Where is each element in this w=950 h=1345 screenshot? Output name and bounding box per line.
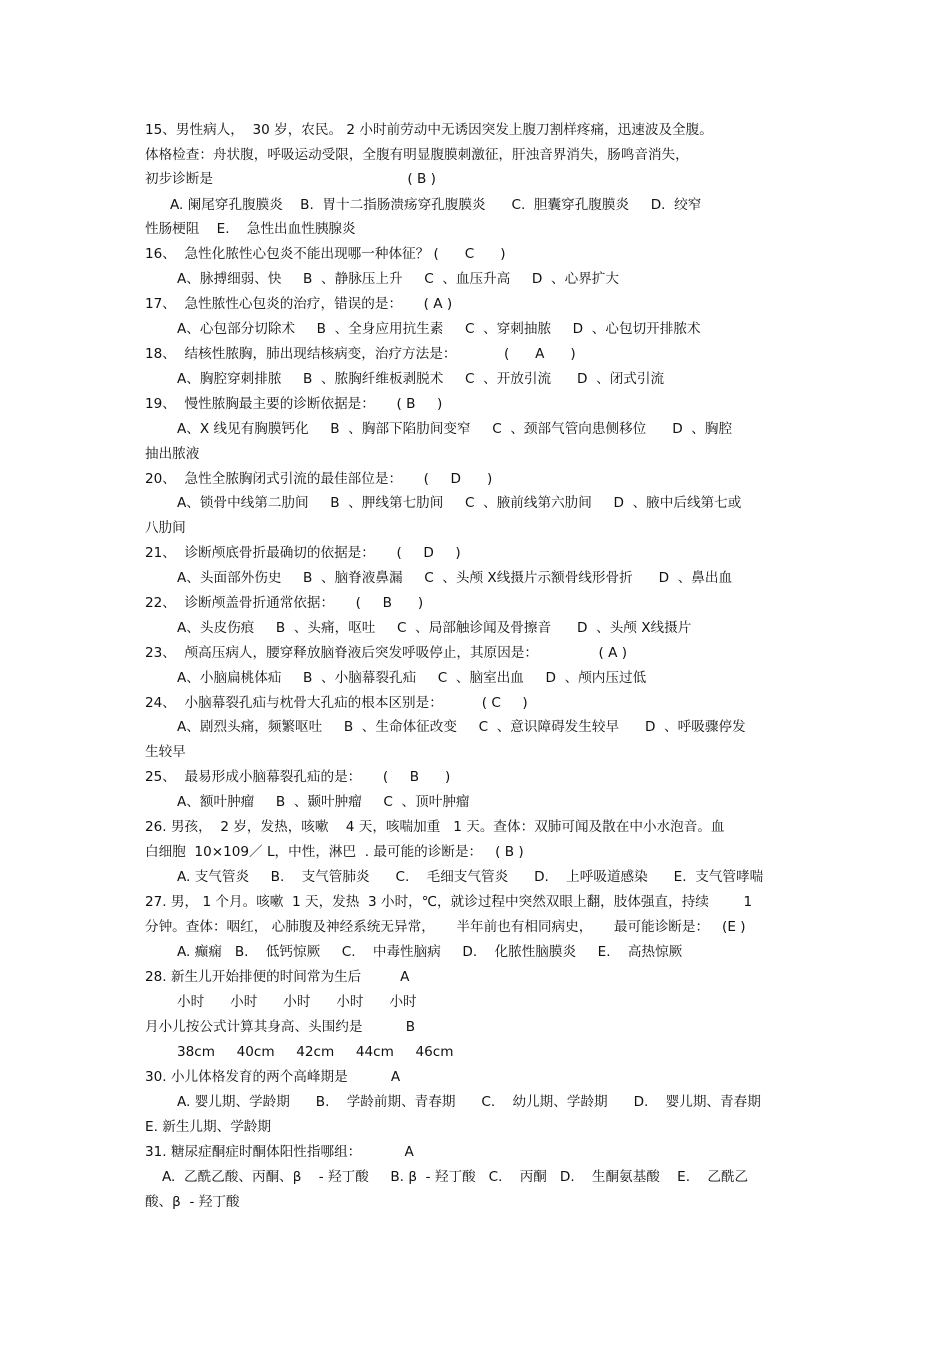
question-19-options-cont: 抽出脓液 [145, 446, 200, 462]
question-18-stem: 18、 结核性脓胸，肺出现结核病变，治疗方法是： ( A ) [145, 346, 576, 362]
question-21-stem: 21、 诊断颅底骨折最确切的依据是： ( D ) [145, 545, 461, 561]
question-26-options: A. 支气管炎 B. 支气管肺炎 C. 毛细支气管炎 D. 上呼吸道感染 E. 支气管哮喘 [177, 869, 764, 885]
question-26-stem-line-2: 白细胞 10×109／ L，中性，淋巴 . 最可能的诊断是： ( B ) [145, 844, 524, 860]
question-31-options-cont: 酸、β - 羟丁酸 [145, 1194, 240, 1210]
question-22-options: A、头皮伤痕 B 、头痛，呕吐 C 、局部触诊闻及骨擦音 D 、头颅 X线摄片 [177, 620, 692, 636]
question-29-options: 38cm 40cm 42cm 44cm 46cm [177, 1044, 454, 1060]
question-19-stem: 19、 慢性脓胸最主要的诊断依据是： ( B ) [145, 396, 443, 412]
question-24-options: A、剧烈头痛，频繁呕吐 B 、生命体征改变 C 、意识障碍发生较早 D 、呼吸骤停发 [177, 719, 746, 735]
question-23-options: A、小脑扁桃体疝 B 、小脑幕裂孔疝 C 、脑室出血 D 、颅内压过低 [177, 670, 647, 686]
question-24-options-cont: 生较早 [145, 744, 186, 760]
question-28-options: 小时 小时 小时 小时 小时 [177, 994, 417, 1010]
question-27-stem-line-2: 分钟。查体：咽红， 心肺腹及神经系统无异常， 半年前也有相同病史， 最可能诊断是： (E ) [145, 919, 746, 935]
question-22-stem: 22、 诊断颅盖骨折通常依据： ( B ) [145, 595, 424, 611]
question-30-stem: 30. 小儿体格发育的两个高峰期是 A [145, 1069, 401, 1085]
question-20-options: A、锁骨中线第二肋间 B 、胛线第七肋间 C 、腋前线第六肋间 D 、腋中后线第七或 [177, 495, 742, 511]
question-16-options: A、脉搏细弱、快 B 、静脉压上升 C 、血压升高 D 、心界扩大 [177, 271, 619, 287]
question-25-stem: 25、 最易形成小脑幕裂孔疝的是： ( B ) [145, 769, 451, 785]
question-28-stem: 28. 新生儿开始排便的时间常为生后 A [145, 969, 410, 985]
question-30-options: A. 婴儿期、学龄期 B. 学龄前期、青春期 C. 幼儿期、学龄期 D. 婴儿期、青春期 [177, 1094, 761, 1110]
question-23-stem: 23、 颅高压病人，腰穿释放脑脊液后突发呼吸停止，其原因是： ( A ) [145, 645, 628, 661]
question-15-stem-line-3: 初步诊断是 ( B ) [145, 171, 436, 187]
question-19-options: A、X 线见有胸膜钙化 B 、胸部下陷肋间变窄 C 、颈部气管向患侧移位 D 、胸腔 [177, 421, 733, 437]
question-15-stem-line-1: 15、男性病人， 30 岁，农民。 2 小时前劳动中无诱因突发上腹刀割样疼痛，迅速波及全腹。 [145, 122, 713, 138]
question-15-options: A. 阑尾穿孔腹膜炎 B. 胃十二指肠溃疡穿孔腹膜炎 C. 胆囊穿孔腹膜炎 D. 绞窄 [170, 197, 702, 213]
question-24-stem: 24、 小脑幕裂孔疝与枕骨大孔疝的根本区别是： ( C ) [145, 695, 528, 711]
question-31-stem: 31. 糖尿症酮症时酮体阳性指哪组： A [145, 1144, 414, 1160]
question-15-options-cont: 性肠梗阻 E. 急性出血性胰腺炎 [145, 221, 356, 237]
question-21-options: A、头面部外伤史 B 、脑脊液鼻漏 C 、头颅 X线摄片示额骨线形骨折 D 、鼻出血 [177, 570, 733, 586]
question-15-stem-line-2: 体格检查：舟状腹，呼吸运动受限，全腹有明显腹膜刺激征，肝浊音界消失，肠鸣音消失， [145, 147, 689, 163]
question-30-options-cont: E. 新生儿期、学龄期 [145, 1119, 271, 1135]
question-17-options: A、心包部分切除术 B 、全身应用抗生素 C 、穿刺抽脓 D 、心包切开排脓术 [177, 321, 701, 337]
question-27-options: A. 癫痫 B. 低钙惊厥 C. 中毒性脑病 D. 化脓性脑膜炎 E. 高热惊厥 [177, 944, 683, 960]
question-20-stem: 20、 急性全脓胸闭式引流的最佳部位是： ( D ) [145, 471, 493, 487]
question-31-options: A. 乙酰乙酸、丙酮、β - 羟丁酸 B. β - 羟丁酸 C. 丙酮 D. 生酮氨基酸 E. 乙酰乙 [162, 1169, 749, 1185]
question-25-options: A、额叶肿瘤 B 、颞叶肿瘤 C 、顶叶肿瘤 [177, 794, 470, 810]
question-26-stem-line-1: 26. 男孩， 2 岁，发热，咳嗽 4 天，咳喘加重 1 天。查体：双肺可闻及散在中小水泡音。血 [145, 819, 725, 835]
question-16-stem: 16、 急性化脓性心包炎不能出现哪一种体征？ ( C ) [145, 246, 506, 262]
question-27-stem-line-1: 27. 男， 1 个月。咳嗽 1 天，发热 3 小时，℃，就诊过程中突然双眼上翻，肢体强直，持续 1 [145, 894, 753, 910]
question-17-stem: 17、 急性脓性心包炎的治疗，错误的是： ( A ) [145, 296, 453, 312]
question-18-options: A、胸腔穿刺排脓 B 、脓胸纤维板剥脱术 C 、开放引流 D 、闭式引流 [177, 371, 665, 387]
question-29-stem: 月小儿按公式计算其身高、头围约是 B [145, 1019, 416, 1035]
question-20-options-cont: 八肋间 [145, 520, 186, 536]
